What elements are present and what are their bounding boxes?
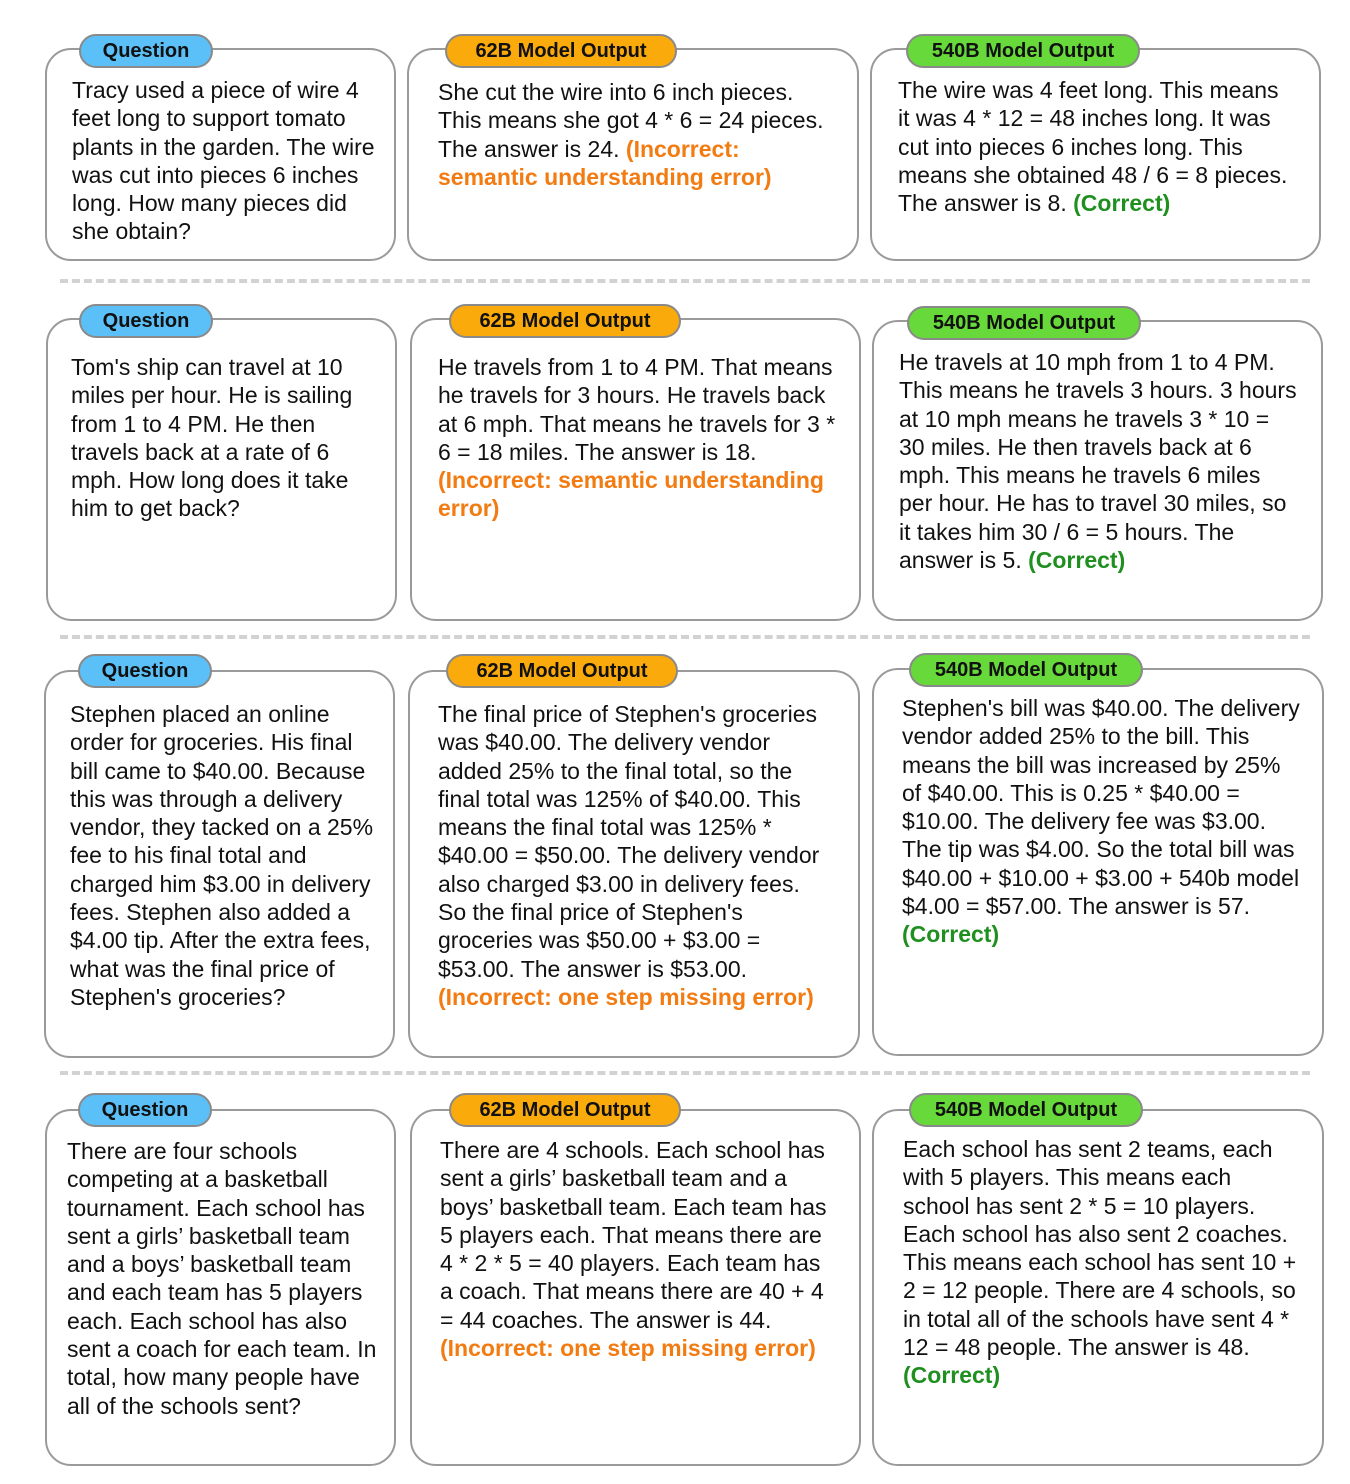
correct-verdict: (Correct)	[903, 1362, 1001, 1389]
model-62b-label: 62B Model Output	[449, 1093, 681, 1127]
output-540b-body: Stephen's bill was $40.00. The delivery vendor added 25% to the bill. This means the bill was increased by 25% of $40.00. This is 0.25 * $40.00 = $10.00. The delivery fee was $3.00. The tip was $4.00. So the total bill was $40.00 + $10.00 + $3.00 + 540b model $4.00 = $57.00. The answer is 57.	[902, 695, 1300, 920]
output-62b-text	[438, 78, 836, 191]
model-540b-label: 540B Model Output	[906, 34, 1140, 68]
output-540b-body: Each school has sent 2 teams, each with 5 players. This means each school has sent 2 * 5 = 10 players. Each school has also sent 2 coaches. This means each school has sent 10 + 2 = 12 people. There are 4 schools, so in total all of the schools have sent 4 * 12 = 48 people. The answer is 48.	[903, 1136, 1297, 1361]
output-540b-text	[899, 348, 1297, 574]
output-540b-text	[898, 76, 1294, 217]
question-text: Tracy used a piece of wire 4 feet long to support tomato plants in the garden. The wire was cut into pieces 6 inches long. How many pieces did she obtain?	[72, 77, 375, 245]
question-text: Tom's ship can travel at 10 miles per hour. He is sailing from 1 to 4 PM. He then travels back at a rate of 6 mph. How long does it take him to get back?	[71, 354, 353, 522]
output-540b-text	[902, 694, 1300, 949]
row-separator	[60, 635, 1310, 639]
output-62b-body: She cut the wire into 6 inch pieces. This means she got 4 * 6 = 24 pieces. The answer is 24.	[438, 79, 824, 162]
question-label: Question	[78, 1093, 212, 1127]
row-separator	[60, 279, 1310, 283]
output-540b-body: He travels at 10 mph from 1 to 4 PM. This means he travels 3 hours. 3 hours at 10 mph means he travels 3 * 10 = 30 miles. He then travels back at 6 mph. This means he travels 6 miles per hour. He has to travel 30 miles, so it takes him 30 / 6 = 5 hours. The answer is 5.	[899, 349, 1297, 574]
row-separator	[60, 1071, 1310, 1075]
incorrect-verdict: (Incorrect: one step missing error)	[440, 1335, 816, 1362]
correct-verdict: (Correct)	[1073, 190, 1171, 217]
model-540b-label: 540B Model Output	[909, 653, 1143, 687]
incorrect-verdict: (Incorrect: semantic understanding error)	[438, 135, 772, 190]
question-label: Question	[78, 654, 212, 688]
model-540b-label: 540B Model Output	[907, 306, 1141, 340]
output-62b-text	[438, 353, 838, 523]
output-540b-body: The wire was 4 feet long. This means it was 4 * 12 = 48 inches long. It was cut into pieces 6 inches long. This means she obtained 48 / 6 = 8 pieces. The answer is 8.	[898, 77, 1288, 217]
output-62b-body: The final price of Stephen's groceries was $40.00. The delivery vendor added 25% to the final total, so the final total was 125% of $40.00. This means the final total was 125% * $40.00 = $50.00. The delivery vendor also charged $3.00 in delivery fees. So the final price of Stephen's groceries was $50.00 + $3.00 = $53.00. The answer is $53.00.	[438, 701, 820, 982]
output-62b-body: There are 4 schools. Each school has sent a girls’ basketball team and a boys’ basketball team. Each team has 5 players each. That means there are 4 * 2 * 5 = 40 players. Each team has a coach. That means there are 40 + 4 = 44 coaches. The answer is 44.	[440, 1137, 827, 1333]
output-62b-body: He travels from 1 to 4 PM. That means he travels for 3 hours. He travels back at 6 mph. That means he travels for 3 * 6 = 18 miles. The answer is 18.	[438, 354, 836, 465]
correct-verdict: (Correct)	[1028, 547, 1126, 574]
output-62b-text	[440, 1136, 835, 1362]
model-540b-label: 540B Model Output	[909, 1093, 1143, 1127]
question-text: There are four schools competing at a basketball tournament. Each school has sent a girls’ basketball team and a boys’ basketball team and each team has 5 players each. Each school has also sent a coach for each team. In total, how many people have all of the schools sent?	[67, 1138, 377, 1419]
question-label: Question	[79, 304, 213, 338]
incorrect-verdict: (Incorrect: one step missing error)	[438, 983, 814, 1010]
question-label: Question	[79, 34, 213, 68]
model-62b-label: 62B Model Output	[445, 34, 677, 68]
correct-verdict: (Correct)	[902, 921, 1000, 948]
incorrect-verdict: (Incorrect: semantic understanding error)	[438, 467, 824, 522]
question-text: Stephen placed an online order for groceries. His final bill came to $40.00. Because this was through a delivery vendor, they tacked on a 25% fee to his final total and charged him $3.00 in delivery fees. Stephen also added a $4.00 tip. After the extra fees, what was the final price of Stephen's groceries?	[70, 701, 374, 1010]
model-62b-label: 62B Model Output	[446, 654, 678, 688]
model-62b-label: 62B Model Output	[449, 304, 681, 338]
output-540b-text	[903, 1135, 1299, 1390]
output-62b-text	[438, 700, 833, 1011]
